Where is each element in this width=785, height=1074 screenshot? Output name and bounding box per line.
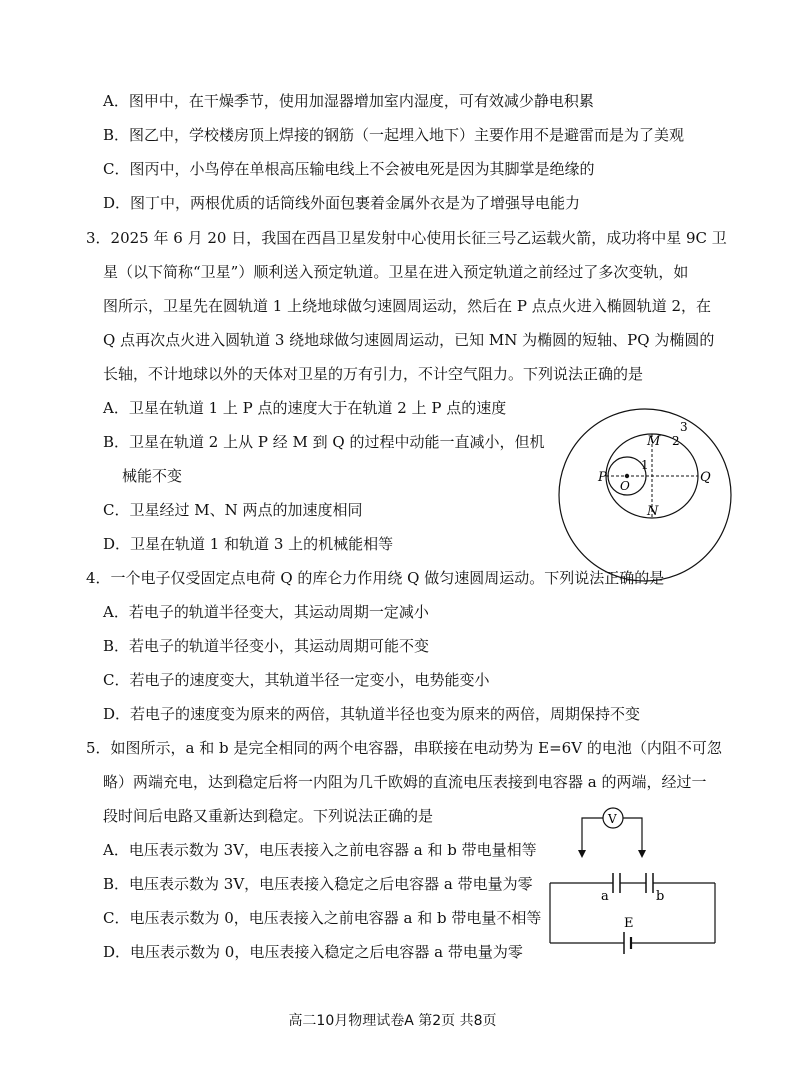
arrow-down-icon [578,850,586,858]
q2-option-a: A．图甲中，在干燥季节，使用加湿器增加室内湿度，可有效减少静电积累 [103,92,594,110]
q3-stem-line-5: 长轴，不计地球以外的天体对卫星的万有引力，不计空气阻力。下列说法正确的是 [103,365,644,383]
q3-stem-line-4: Q 点再次点火进入圆轨道 3 绕地球做匀速圆周运动，已知 MN 为椭圆的短轴、PQ 为椭圆的 [103,331,715,349]
orbit-figure [550,405,735,585]
q2-option-d: D．图丁中，两根优质的话筒线外面包裹着金属外衣是为了增强导电能力 [103,194,581,212]
q4-stem: 4．一个电子仅受固定点电荷 Q 的库仑力作用绕 Q 做匀速圆周运动。下列说法正确的是 [86,569,665,587]
label-orbit-2: 2 [672,434,680,448]
q3-option-c: C．卫星经过 M、N 两点的加速度相同 [103,501,363,519]
q3-stem-line-2: 星（以下简称“卫星”）顺利送入预定轨道。卫星在进入预定轨道之前经过了多次变轨，如 [103,263,689,281]
q3-option-b-line-1: B．卫星在轨道 2 上从 P 经 M 到 Q 的过程中动能一直减小，但机 [103,433,545,451]
label-q: Q [700,470,711,485]
q3-option-d: D．卫星在轨道 1 和轨道 3 上的机械能相等 [103,535,394,553]
q2-option-c: C．图丙中，小鸟停在单根高压输电线上不会被电死是因为其脚掌是绝缘的 [103,160,595,178]
label-e: E [624,916,634,931]
q4-option-d: D．若电子的速度变为原来的两倍，其轨道半径也变为原来的两倍，周期保持不变 [103,705,641,723]
label-n: N [647,504,659,519]
q3-option-a: A．卫星在轨道 1 上 P 点的速度大于在轨道 2 上 P 点的速度 [103,399,507,417]
q5-stem-line-3: 段时间后电路又重新达到稳定。下列说法正确的是 [103,807,434,825]
q2-option-b: B．图乙中，学校楼房顶上焊接的钢筋（一起埋入地下）主要作用不是避雷而是为了美观 [103,126,685,144]
q5-stem-line-2: 略）两端充电，达到稳定后将一内阻为几千欧姆的直流电压表接到电容器 a 的两端，经过一 [103,773,707,791]
earth-center-dot [625,474,629,478]
label-o: O [620,479,630,493]
label-v: V [608,812,617,826]
label-orbit-3: 3 [680,420,688,434]
q5-option-d: D．电压表示数为 0，电压表接入稳定之后电容器 a 带电量为零 [103,943,523,961]
label-m: M [647,434,661,449]
label-b: b [656,889,665,904]
circuit-diagram [545,800,720,965]
q4-option-c: C．若电子的速度变大，其轨道半径一定变小，电势能变小 [103,671,490,689]
q5-stem-line-1: 5．如图所示，a 和 b 是完全相同的两个电容器，串联接在电动势为 E=6V 的电池（内阻不可忽 [86,739,722,757]
voltmeter-lead-left [582,818,603,852]
q3-stem-line-1: 3．2025 年 6 月 20 日，我国在西昌卫星发射中心使用长征三号乙运载火箭，成功将中星 9C 卫 [86,229,727,247]
label-orbit-1: 1 [641,458,649,472]
q4-option-a: A．若电子的轨道半径变大，其运动周期一定减小 [103,603,429,621]
q5-option-a: A．电压表示数为 3V，电压表接入之前电容器 a 和 b 带电量相等 [103,841,537,859]
voltmeter-lead-right [623,818,642,852]
page-footer: 高二10月物理试卷A 第2页 共8页 [288,1013,497,1029]
label-a: a [601,889,609,904]
label-p: P [598,470,607,485]
q4-option-b: B．若电子的轨道半径变小，其运动周期可能不变 [103,637,430,655]
q3-option-b-line-2: 械能不变 [122,467,183,485]
arrow-down-icon [638,850,646,858]
q5-option-b: B．电压表示数为 3V，电压表接入稳定之后电容器 a 带电量为零 [103,875,533,893]
q5-option-c: C．电压表示数为 0，电压表接入之前电容器 a 和 b 带电量不相等 [103,909,542,927]
q3-stem-line-3: 图所示，卫星先在圆轨道 1 上绕地球做匀速圆周运动，然后在 P 点点火进入椭圆轨道 2，在 [103,297,712,315]
